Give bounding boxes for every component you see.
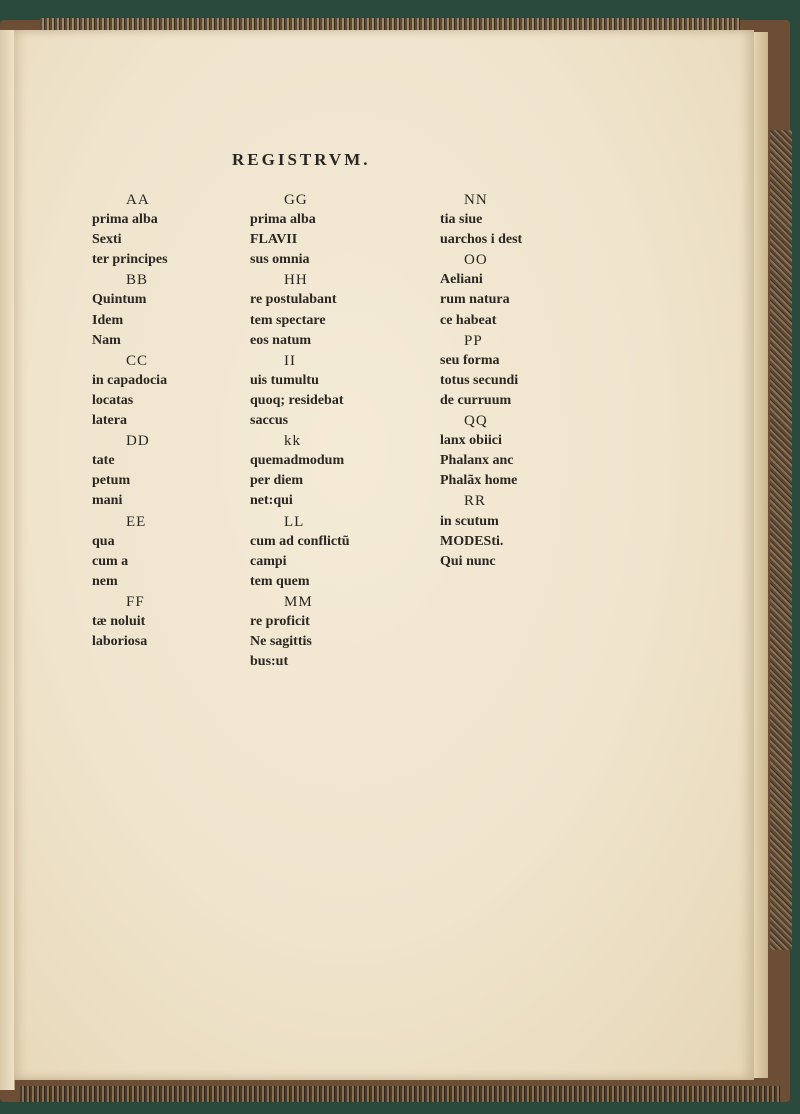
catchword-line: in capadocia <box>92 372 168 388</box>
signature-mark: GG <box>284 192 308 208</box>
cover-edge-bottom <box>20 1086 780 1102</box>
catchword-line: ter principes <box>92 252 168 268</box>
signature-mark: BB <box>126 272 149 289</box>
catchword-line: per diem <box>250 473 304 489</box>
signature-mark: NN <box>464 192 488 208</box>
catchword-line: lanx obiici <box>440 433 502 449</box>
catchword-line: latera <box>92 413 127 429</box>
catchword-line: cum ad conflictũ <box>250 533 350 549</box>
catchword-line: tem quem <box>250 573 310 589</box>
catchword-line: locatas <box>92 392 134 408</box>
signature-mark: MM <box>284 593 313 610</box>
page-stack-edge <box>754 32 768 1078</box>
catchword-line: prima alba <box>250 212 316 228</box>
catchword-line: eos natum <box>250 332 312 348</box>
signature-mark: II <box>284 352 296 369</box>
catchword-line: re proficit <box>250 613 310 629</box>
signature-mark: FF <box>126 593 145 610</box>
signature-mark: LL <box>284 513 305 530</box>
catchword-line: Sexti <box>92 232 122 248</box>
catchword-line: saccus <box>250 413 289 429</box>
catchword-line: tia siue <box>440 212 483 228</box>
signature-mark: PP <box>464 332 483 349</box>
catchword-line: seu forma <box>440 352 500 368</box>
catchword-line: uis tumultu <box>250 372 319 388</box>
catchword-line: FLAVII <box>250 232 298 248</box>
signature-mark: DD <box>126 433 150 450</box>
register-column-3 <box>440 190 640 572</box>
catchword-line: Qui nunc <box>440 553 496 569</box>
catchword-line: net:qui <box>250 493 293 509</box>
signature-mark: kk <box>284 433 301 450</box>
register-column-2 <box>250 190 450 672</box>
catchword-line: Aeliani <box>440 272 483 288</box>
catchword-line: Nam <box>92 332 121 348</box>
signature-mark: HH <box>284 272 308 289</box>
catchword-line: cum a <box>92 553 129 569</box>
catchword-line: tate <box>92 453 115 469</box>
signature-mark: AA <box>126 192 150 208</box>
catchword-line: totus secundi <box>440 372 519 388</box>
catchword-line: Quintum <box>92 292 147 308</box>
catchword-line: qua <box>92 533 115 549</box>
catchword-line: tem spectare <box>250 312 326 328</box>
catchword-line: nem <box>92 573 118 589</box>
catchword-line: campi <box>250 553 287 569</box>
catchword-line: rum natura <box>440 292 510 308</box>
catchword-line: MODESti. <box>440 533 504 549</box>
catchword-line: mani <box>92 493 123 509</box>
signature-mark: OO <box>464 252 488 269</box>
signature-mark: RR <box>464 493 487 510</box>
catchword-line: laboriosa <box>92 634 148 650</box>
catchword-line: quoq; residebat <box>250 392 344 408</box>
catchword-line: de curruum <box>440 392 512 408</box>
catchword-line: Phalanx anc <box>440 453 514 469</box>
catchword-line: quemadmodum <box>250 453 345 469</box>
catchword-line: re postulabant <box>250 292 337 308</box>
signature-mark: QQ <box>464 413 488 430</box>
previous-page-edge <box>0 30 15 1090</box>
signature-mark: CC <box>126 352 149 369</box>
signature-mark: EE <box>126 513 147 530</box>
catchword-line: ce habeat <box>440 312 497 328</box>
catchword-line: uarchos i dest <box>440 232 523 248</box>
catchword-line: Ne sagittis <box>250 634 312 650</box>
catchword-line: Idem <box>92 312 124 328</box>
catchword-line: sus omnia <box>250 252 310 268</box>
catchword-line: in scutum <box>440 513 499 529</box>
cover-edge-right <box>770 130 792 950</box>
catchword-line: tæ noluit <box>92 613 146 629</box>
page-title: REGISTRVM. <box>232 150 371 169</box>
catchword-line: Phalãx home <box>440 473 518 489</box>
catchword-line: bus:ut <box>250 654 289 670</box>
catchword-line: prima alba <box>92 212 158 228</box>
catchword-line: petum <box>92 473 131 489</box>
